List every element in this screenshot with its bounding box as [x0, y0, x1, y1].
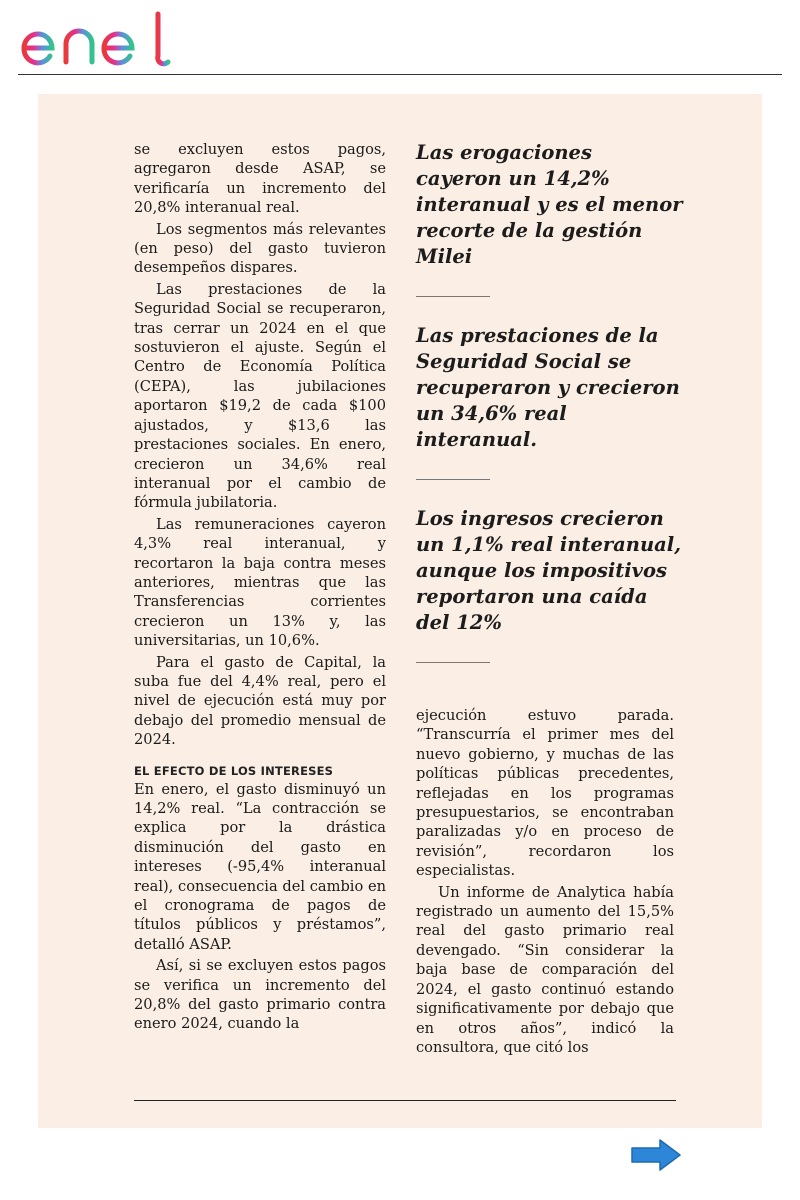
right-arrow-icon[interactable] [630, 1138, 682, 1172]
paragraph: Para el gasto de Capital, la suba fue del 4,4% real, pero el nivel de ejecución está muy por debajo del promedio mensual de 2024. [134, 653, 386, 749]
right-column [416, 706, 674, 1057]
section-subheading: EL EFECTO DE LOS INTERESES [134, 763, 334, 778]
enel-logo [18, 8, 178, 70]
pull-quote: Las prestaciones de la Seguridad Social se recuperaron y crecieron un 34,6% real interanual. [416, 324, 680, 451]
paragraph: Así, si se excluyen estos pagos se verifica un incremento del 20,8% del gasto primario contra enero 2024, cuando la [134, 957, 386, 1033]
quote-divider [416, 479, 490, 480]
paragraph: ejecución estuvo parada. “Transcurría el primer mes del nuevo gobierno, y muchas de las políticas públicas precedentes, reflejadas en los programas presupuestarios, se encontraban paralizadas y/o en proceso de revisión”, recordaron los especialistas. [416, 707, 674, 880]
quote-divider [416, 296, 490, 297]
bottom-divider [134, 1100, 676, 1101]
paragraph: En enero, el gasto disminuyó un 14,2% real. “La contracción se explica por la drástica disminución del gasto en intereses (-95,4% interanual real), consecuencia del cambio en el cronograma de pagos de títulos públicos y préstamos”, detalló ASAP. [134, 780, 386, 953]
quote-divider [416, 662, 490, 663]
article-page [38, 94, 762, 1128]
pull-quotes [416, 140, 684, 663]
paragraph: Un informe de Analytica había registrado un aumento del 15,5% real del gasto primario real devengado. “Sin considerar la baja base de comparación del 2024, el gasto continuó estando significativamente por debajo que en otros años”, indicó la consultora, que citó los [416, 883, 674, 1056]
paragraph: Los segmentos más relevantes (en peso) del gasto tuvieron desempeños dispares. [134, 220, 386, 277]
paragraph: Las prestaciones de la Seguridad Social se recuperaron, tras cerrar un 2024 en el que sostuvieron el ajuste. Según el Centro de Economía Política (CEPA), las jubilaciones aportaron $19,2 de cada $100 ajustados, y $13,6 las prestaciones sociales. En enero, crecieron un 34,6% real interanual por el cambio de fórmula jubilatoria. [134, 280, 386, 512]
pull-quote: Los ingresos crecieron un 1,1% real interanual, aunque los impositivos reportaron una caída del 12% [416, 507, 681, 634]
paragraph: Las remuneraciones cayeron 4,3% real interanual, y recortaron la baja contra meses anteriores, mientras que las Transferencias corrientes crecieron un 13% y, las universitarias, un 10,6%. [134, 515, 386, 650]
paragraph: se excluyen estos pagos, agregaron desde ASAP, se verificaría un incremento del 20,8% interanual real. [134, 141, 386, 217]
pull-quote: Las erogaciones cayeron un 14,2% interanual y es el menor recorte de la gestión Milei [416, 141, 683, 268]
header-divider [18, 74, 782, 75]
left-column [134, 140, 386, 1034]
